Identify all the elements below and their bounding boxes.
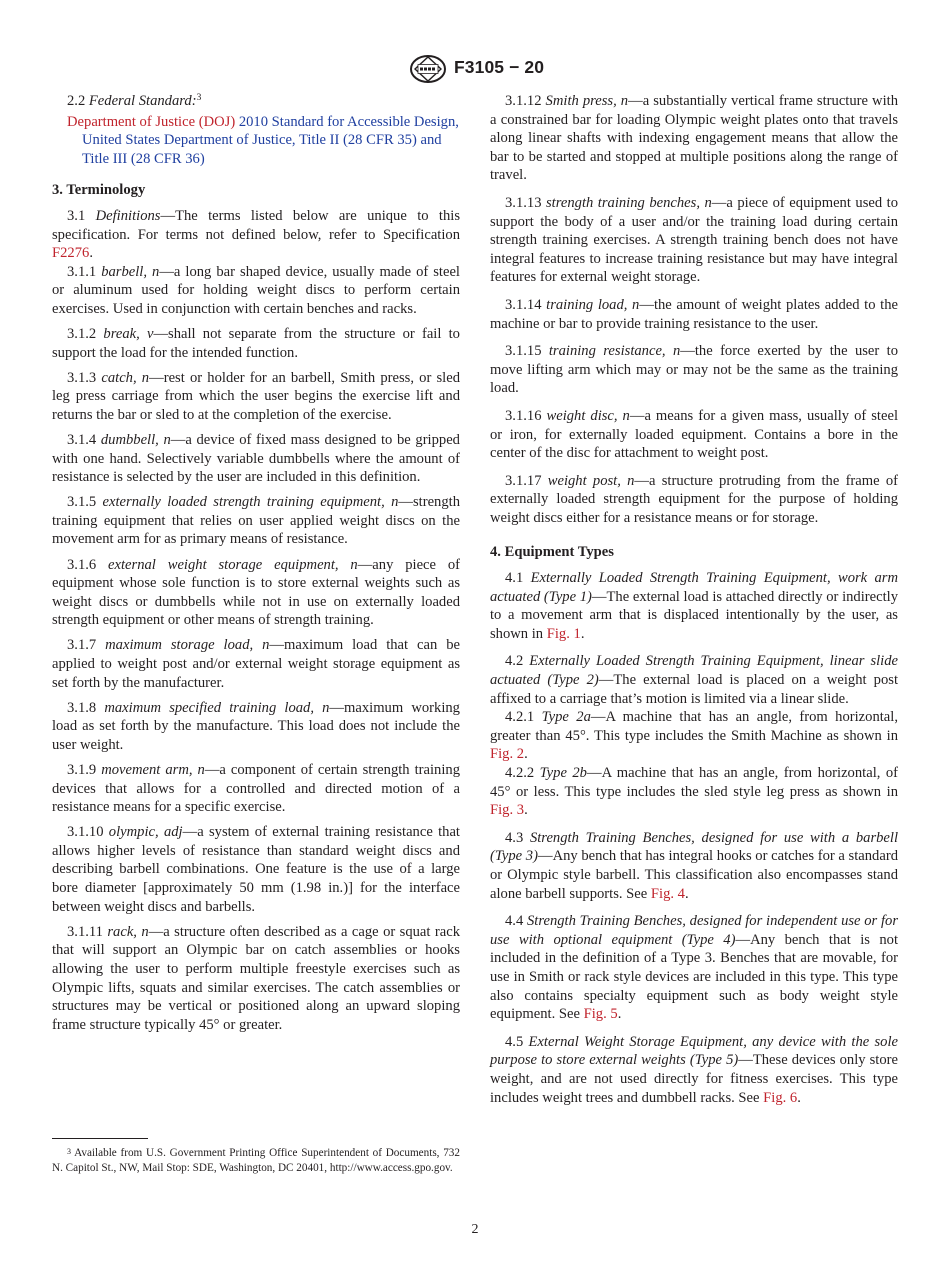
para-3-1-6: 3.1.6 external weight storage equipment, n—any piece of equipment whose sole function is to store external weights such as weight discs or dumbbells while not in use on externally loaded strength equipment or other means of strength training. bbox=[52, 556, 461, 629]
para-3-1-9: 3.1.9 movement arm, n—a component of certain strength training devices that allows for a controlled and directed motion of a resistance means for a specific exercise. bbox=[52, 762, 460, 816]
para-3-1-8: 3.1.8 maximum specified training load, n—maximum working load as set forth by the manufacture. This load does not include the user weight. bbox=[52, 699, 460, 753]
para-4-4: 4.4 Strength Training Benches, designed for independent use or for use with optional equipment (Type 4)—Any bench that is not included in the definition of a Type 3. Benches that are movable, for use in Smith or rack style devices are included in this type. This type also contains specialty equipment such as body weight style equipment. See Fig. 5. bbox=[490, 913, 899, 1023]
fig-2-link[interactable]: Fig. 2 bbox=[490, 746, 525, 763]
section-3-heading: 3. Terminology bbox=[52, 182, 146, 199]
doj-standard-link[interactable]: 2010 Standard for Accessible Design, United States Department of Justice, Title II (28 CFR 35) and Title III (28 CFR 36) bbox=[82, 113, 459, 167]
para-4-5: 4.5 External Weight Storage Equipment, any device with the sole purpose to store external weights (Type 5)—These devices only store weight, and are not used directly for fitness exercises. This type includes weight trees and dumbbell racks. See Fig. 6. bbox=[490, 1033, 898, 1106]
fig-1-link[interactable]: Fig. 1 bbox=[546, 625, 581, 642]
para-4-2: 4.2 Externally Loaded Strength Training Equipment, linear slide actuated (Type 2)—The external load is placed on a weight post affixed to a carriage that’s motion is limited via a linear slide. bbox=[490, 653, 899, 707]
para-3-1-7: 3.1.7 maximum storage load, n—maximum load that can be applied to weight post and/or external weight storage equipment as set forth by the manufacturer. bbox=[52, 637, 460, 691]
fig-3-link[interactable]: Fig. 3 bbox=[490, 802, 525, 819]
federal-standard-heading: 2.2 Federal Standard:$^3$ bbox=[67, 93, 202, 109]
para-3-1-13: 3.1.13 strength training benches, n—a piece of equipment used to support the body of a user and/or the training load during certain strength training exercises. A strength training bench does not have integral features to increase training resistance but may have integral features for external weight storage. bbox=[490, 194, 899, 286]
para-4-1: 4.1 Externally Loaded Strength Training Equipment, work arm actuated (Type 1)—The external load is attached directly or indirectly to a movement arm that is displaced intentionally by the user, as shown in Fig. 1. bbox=[490, 570, 899, 642]
para-3-1-15: 3.1.15 training resistance, n—the force exerted by the user to move lifting arm which may or may not be the same as the training load. bbox=[490, 343, 898, 397]
para-3-1-12: 3.1.12 Smith press, n—a substantially vertical frame structure with a constrained bar for loading Olympic weight plates onto that travels along linear shafts with indexing engagement means that allow the bar to be started and stopped at multiple positions along the range of travel. bbox=[490, 93, 898, 184]
fig-5-link[interactable]: Fig. 5 bbox=[583, 1006, 618, 1023]
para-3-1-17: 3.1.17 weight post, n—a structure protruding from the frame of externally loaded strength equipment for the purpose of holding weight discs either for a resistance means or for storage. bbox=[490, 472, 899, 526]
section-4-heading: 4. Equipment Types bbox=[490, 544, 614, 561]
left-column bbox=[52, 92, 460, 1041]
para-4-3: 4.3 Strength Training Benches, designed for use with a barbell (Type 3)—Any bench that has integral hooks or catches for a standard or Olympic style barbell. This classification also encompasses stand alone barbell supports. See Fig. 4. bbox=[490, 829, 899, 902]
doj-link[interactable]: Department of Justice (DOJ) bbox=[67, 113, 236, 130]
para-3-1-11: 3.1.11 rack, n—a structure often described as a cage or squat rack that will support an Olympic bar on catch assemblies or hooks allowing the user to perform multiple freestyle exercises such as Olympic lifts, squats and similar exercises. The catch assemblies or structures may be vertical or positioned along an upward sloping frame structure typically 45° or greater. bbox=[52, 923, 460, 1033]
right-column bbox=[490, 92, 898, 1116]
para-3-1-2: 3.1.2 break, v—shall not separate from the structure or fail to support the load for the intended function. bbox=[52, 326, 460, 361]
page-number: 2 bbox=[471, 1222, 479, 1237]
document-id: F3105 − 20 bbox=[454, 57, 545, 77]
para-3-1-5: 3.1.5 externally loaded strength training equipment, n—strength training equipment that relies on user applied weight discs on the movement arm for as primary means of resistance. bbox=[52, 494, 460, 548]
para-4-2-1: 4.2.1 Type 2a—A machine that has an angle, from horizontal, greater than 45°. This type includes the Smith Machine as shown in Fig. 2. bbox=[490, 709, 898, 763]
footnote-divider bbox=[52, 1138, 148, 1139]
f2276-link[interactable]: F2276 bbox=[52, 245, 90, 262]
page-header bbox=[0, 54, 950, 86]
fig-4-link[interactable]: Fig. 4 bbox=[650, 885, 685, 902]
para-3-1-4: 3.1.4 dumbbell, n—a device of fixed mass designed to be gripped with one hand. Selectively variable dumbbells where the amount of resistance is selected by the user are included in this definition. bbox=[52, 432, 460, 486]
footnote: $^3$ Available from U.S. Government Printing Office Superintendent of Documents, 732 N. Capitol St., NW, Mail Stop: SDE, Washington, DC 20401, http://www.access.gpo.gov. bbox=[52, 1147, 460, 1174]
para-4-2-2: 4.2.2 Type 2b—A machine that has an angle, from horizontal, of 45° or less. This type includes the sled style leg press as shown in Fig. 3. bbox=[490, 765, 898, 819]
para-3-1-3: 3.1.3 catch, n—rest or holder for an barbell, Smith press, or sled leg press carriage from which the user begins the exercise lift and returns the bar or sled to at the completion of the exercise. bbox=[52, 369, 460, 423]
doj-reference bbox=[52, 113, 460, 169]
para-3-1-16: 3.1.16 weight disc, n—a means for a given mass, usually of steel or iron, for externally loaded equipment. Contains a bore in the center of the disc for attachment to weight post. bbox=[490, 407, 898, 462]
para-3-1-14: 3.1.14 training load, n—the amount of weight plates added to the machine or bar to provide training resistance to the user. bbox=[490, 296, 899, 332]
para-3-1-10: 3.1.10 olympic, adj—a system of external training resistance that allows higher levels of resistance than standard weight discs and describing barbell combinations. One feature is the use of a large bore diameter [approximately 50 mm (1.98 in.)] for the interface between weight discs and barbells. bbox=[52, 824, 460, 915]
astm-logo-icon bbox=[408, 54, 448, 84]
para-3-1: 3.1 Definitions—The terms listed below are unique to this specification. For terms not defined below, refer to Specification F2276. bbox=[52, 207, 460, 262]
fig-6-link[interactable]: Fig. 6 bbox=[763, 1089, 798, 1106]
para-3-1-1: 3.1.1 barbell, n—a long bar shaped device, usually made of steel or aluminum used for holding weight discs to perform certain exercises. Used in conjunction with certain benches and racks. bbox=[52, 263, 460, 317]
